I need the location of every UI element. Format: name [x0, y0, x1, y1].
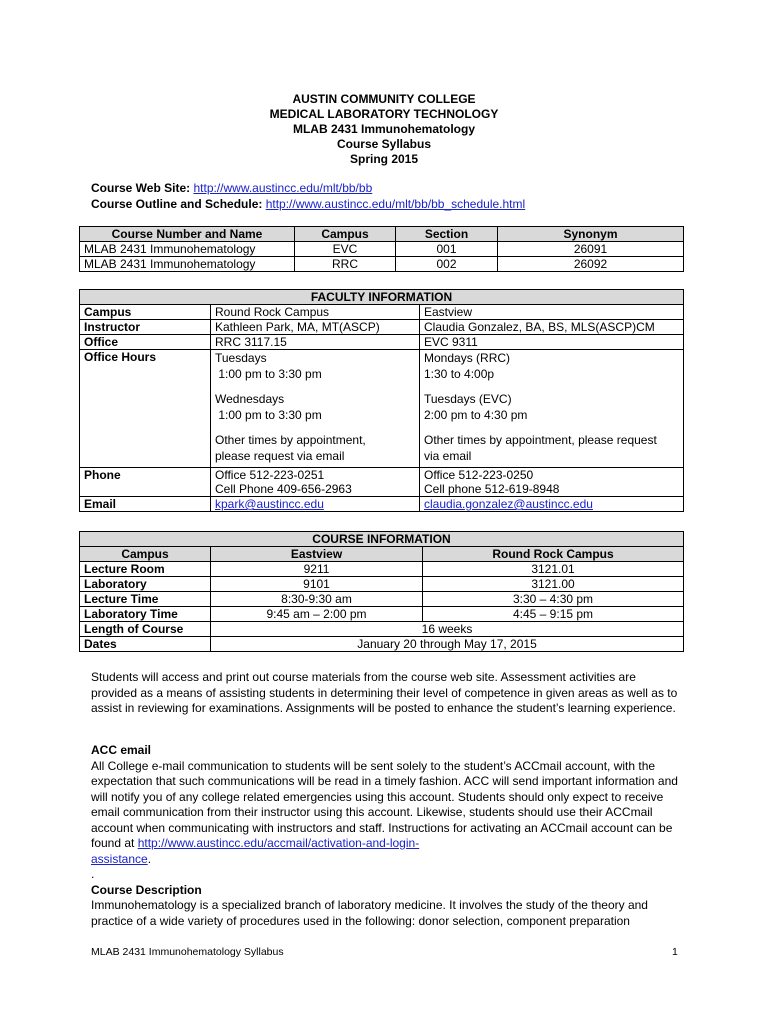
- cell: 4:45 – 9:15 pm: [423, 607, 684, 622]
- cell: 9101: [211, 577, 423, 592]
- accmail-link-part1: http://www.austincc.edu/accmail/activation-and-login-: [137, 836, 420, 850]
- cell: [420, 350, 684, 468]
- footer-title: MLAB 2431 Immunohematology Syllabus: [91, 946, 284, 958]
- faculty-title-row: [80, 290, 684, 305]
- phone-office: Office 512-223-0251: [215, 468, 325, 482]
- row-label: Office Hours: [80, 350, 211, 468]
- table-row: [80, 562, 684, 577]
- cell: MLAB 2431 Immunohematology: [80, 242, 295, 257]
- table-row: [80, 350, 684, 468]
- cell: [420, 468, 684, 497]
- phone-cell: Cell phone 512-619-8948: [424, 482, 560, 496]
- cell: Round Rock Campus: [211, 305, 420, 320]
- acc-email-section: [91, 743, 683, 929]
- program-name: MEDICAL LABORATORY TECHNOLOGY: [269, 107, 499, 121]
- cell: Claudia Gonzalez, BA, BS, MLS(ASCP)CM: [420, 320, 684, 335]
- col-campus: Campus: [80, 547, 211, 562]
- col-campus: Campus: [295, 227, 396, 242]
- email-link[interactable]: claudia.gonzalez@austincc.edu: [424, 497, 593, 511]
- table-row: [80, 622, 684, 637]
- stray-dot: .: [91, 867, 95, 881]
- cell: 002: [396, 257, 498, 272]
- page-number: 1: [672, 946, 678, 958]
- table-row: [80, 497, 684, 512]
- row-label: Campus: [80, 305, 211, 320]
- cell: 3121.00: [423, 577, 684, 592]
- table-row: [80, 257, 684, 272]
- hours-time: 1:00 pm to 3:30 pm: [215, 367, 322, 381]
- website-label: Course Web Site:: [91, 181, 191, 195]
- course-description-heading: Course Description: [91, 882, 202, 897]
- college-name: AUSTIN COMMUNITY COLLEGE: [292, 92, 476, 106]
- hours-time: 2:00 pm to 4:30 pm: [424, 408, 528, 422]
- hours-time: 1:30 to 4:00p: [424, 367, 495, 381]
- faculty-title: FACULTY INFORMATION: [80, 290, 684, 305]
- website-link[interactable]: http://www.austincc.edu/mlt/bb/bb: [193, 181, 373, 195]
- email-link[interactable]: kpark@austincc.edu: [215, 497, 324, 511]
- course-info-title-row: [80, 532, 684, 547]
- phone-office: Office 512-223-0250: [424, 468, 534, 482]
- intro-paragraph: Students will access and print out course materials from the course web site. Assessment activities are provided as a means of assisting students in determining their level of competence in given areas as well as to assist in reviewing for examinations. Assignments will be posted to enhance the student’s learning experience.: [91, 670, 678, 715]
- table-row: [80, 592, 684, 607]
- cell: 3121.01: [423, 562, 684, 577]
- row-label: Lecture Room: [80, 562, 211, 577]
- hours-note: Other times by appointment, please request: [424, 433, 657, 447]
- hours-day: Tuesdays (EVC): [424, 392, 512, 406]
- acc-email-text: [91, 759, 683, 868]
- accmail-link-part2: assistance: [91, 851, 148, 866]
- faculty-table: [79, 289, 684, 512]
- hours-note: please request via email: [215, 449, 345, 463]
- cell: [420, 497, 684, 512]
- acc-email-end: .: [147, 851, 152, 866]
- cell: [211, 468, 420, 497]
- table-row: [80, 320, 684, 335]
- acc-email-body: All College e-mail communication to students will be sent solely to the student’s ACCmail account, with the expectation that such communications will be read in a timely fashion. ACC will send important information and will notify you of any college related emergencies using this account. Students should only expect to receive email communication from their instructor using this account. Likewise, students should use their ACCmail account when communicating with instructors and staff. Instructions for activating an ACCmail account can be found at: [91, 758, 678, 850]
- row-label: Phone: [80, 468, 211, 497]
- doc-type: Course Syllabus: [336, 137, 432, 151]
- cell: 26092: [498, 257, 684, 272]
- col-course: Course Number and Name: [80, 227, 295, 242]
- table-header-row: [80, 227, 684, 242]
- table-row: [80, 637, 684, 652]
- term: Spring 2015: [349, 152, 419, 166]
- cell: EVC: [295, 242, 396, 257]
- row-label: Office: [80, 335, 211, 350]
- row-label: Lecture Time: [80, 592, 211, 607]
- outline-label: Course Outline and Schedule:: [91, 197, 263, 211]
- cell: EVC 9311: [420, 335, 684, 350]
- row-label: Email: [80, 497, 211, 512]
- course-info-table: [79, 531, 684, 652]
- row-label: Laboratory Time: [80, 607, 211, 622]
- row-label: Dates: [80, 637, 211, 652]
- cell: 3:30 – 4:30 pm: [423, 592, 684, 607]
- table-row: [80, 468, 684, 497]
- table-row: [80, 577, 684, 592]
- cell: [211, 350, 420, 468]
- col-eastview: Eastview: [211, 547, 423, 562]
- cell: Eastview: [420, 305, 684, 320]
- document-title: [0, 92, 768, 167]
- row-label: Length of Course: [80, 622, 211, 637]
- cell: January 20 through May 17, 2015: [211, 637, 684, 652]
- cell: RRC 3117.15: [211, 335, 420, 350]
- row-label: Instructor: [80, 320, 211, 335]
- phone-cell: Cell Phone 409-656-2963: [215, 482, 352, 496]
- cell: 16 weeks: [211, 622, 684, 637]
- course-info-header-row: [80, 547, 684, 562]
- col-round-rock: Round Rock Campus: [423, 547, 684, 562]
- cell: 9:45 am – 2:00 pm: [211, 607, 423, 622]
- table-row: [80, 242, 684, 257]
- table-row: [80, 335, 684, 350]
- hours-day: Tuesdays: [215, 351, 267, 365]
- accmail-link[interactable]: [91, 836, 419, 866]
- table-row: [80, 305, 684, 320]
- course-description-text: Immunohematology is a specialized branch of laboratory medicine. It involves the study of the theory and practice of a wide variety of procedures used in the following: donor selection, component preparation: [91, 898, 648, 928]
- row-label: Laboratory: [80, 577, 211, 592]
- cell: 26091: [498, 242, 684, 257]
- cell: 001: [396, 242, 498, 257]
- course-name: MLAB 2431 Immunohematology: [292, 122, 476, 136]
- hours-day: Wednesdays: [215, 392, 285, 406]
- col-synonym: Synonym: [498, 227, 684, 242]
- hours-time: 1:00 pm to 3:30 pm: [215, 408, 322, 422]
- hours-note: via email: [424, 449, 472, 463]
- cell: MLAB 2431 Immunohematology: [80, 257, 295, 272]
- cell: 8:30-9:30 am: [211, 592, 423, 607]
- hours-note: Other times by appointment,: [215, 433, 366, 447]
- sections-table: [79, 226, 684, 272]
- course-links: [91, 180, 525, 212]
- table-row: [80, 607, 684, 622]
- outline-link[interactable]: http://www.austincc.edu/mlt/bb/bb_schedule.html: [265, 197, 526, 211]
- acc-email-heading: ACC email: [91, 743, 152, 757]
- hours-day: Mondays (RRC): [424, 351, 511, 365]
- cell: 9211: [211, 562, 423, 577]
- cell: Kathleen Park, MA, MT(ASCP): [211, 320, 420, 335]
- col-section: Section: [396, 227, 498, 242]
- cell: [211, 497, 420, 512]
- cell: RRC: [295, 257, 396, 272]
- course-info-title: COURSE INFORMATION: [80, 532, 684, 547]
